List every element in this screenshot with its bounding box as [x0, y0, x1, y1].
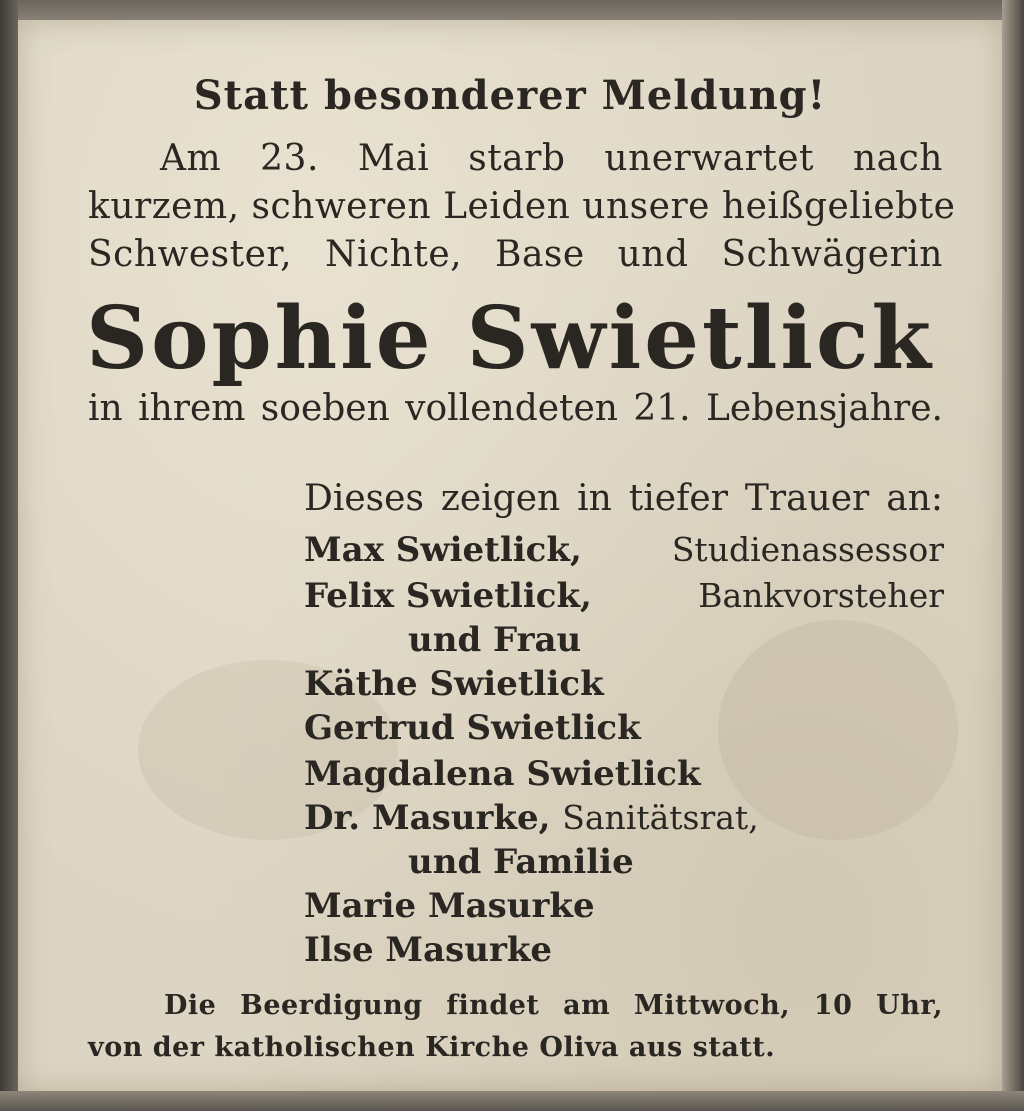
notice-paper	[18, 20, 1002, 1091]
headline: Statt besonderer Meldung!	[193, 72, 827, 119]
mourner-row: und Frau	[408, 620, 582, 660]
intro-line-3: Schwester, Nichte, Base und Schwägerin	[88, 234, 943, 275]
mourner-name: Max Swietlick,	[304, 530, 582, 570]
intro-line-1: Am 23. Mai starb unerwartet nach	[160, 138, 943, 179]
mourner-row	[304, 530, 944, 570]
mourner-name: Felix Swietlick,	[304, 576, 592, 616]
scan-edge-right	[1002, 0, 1024, 1111]
mourner-row: Magdalena Swietlick	[304, 754, 701, 794]
mourner-row: und Familie	[408, 842, 634, 882]
announcement-line: Dieses zeigen in tiefer Trauer an:	[304, 478, 943, 519]
funeral-line-1: Die Beerdigung findet am Mittwoch, 10 Uhr,	[164, 990, 943, 1021]
mourner-row	[304, 576, 944, 616]
mourner-name: Dr. Masurke,	[304, 798, 551, 838]
mourner-row: Gertrud Swietlick	[304, 708, 641, 748]
mourner-role: Studienassessor	[671, 530, 944, 569]
funeral-line-2: von der katholischen Kirche Oliva aus statt.	[88, 1032, 776, 1063]
mourner-row	[304, 798, 759, 838]
deceased-name: Sophie Swietlick	[86, 288, 934, 389]
scan-edge-top	[0, 0, 1024, 22]
scan-edge-bottom	[0, 1091, 1024, 1111]
mourner-row: Marie Masurke	[304, 886, 595, 926]
age-line: in ihrem soeben vollendeten 21. Lebensjahre.	[88, 388, 943, 429]
scan-edge-left	[0, 0, 18, 1111]
mourner-row: Ilse Masurke	[304, 930, 553, 970]
mourner-role: Sanitätsrat,	[562, 798, 759, 837]
mourner-row: Käthe Swietlick	[304, 664, 604, 704]
mourner-role: Bankvorsteher	[698, 576, 944, 615]
intro-line-2: kurzem, schweren Leiden unsere heißgeliebte	[88, 186, 956, 227]
